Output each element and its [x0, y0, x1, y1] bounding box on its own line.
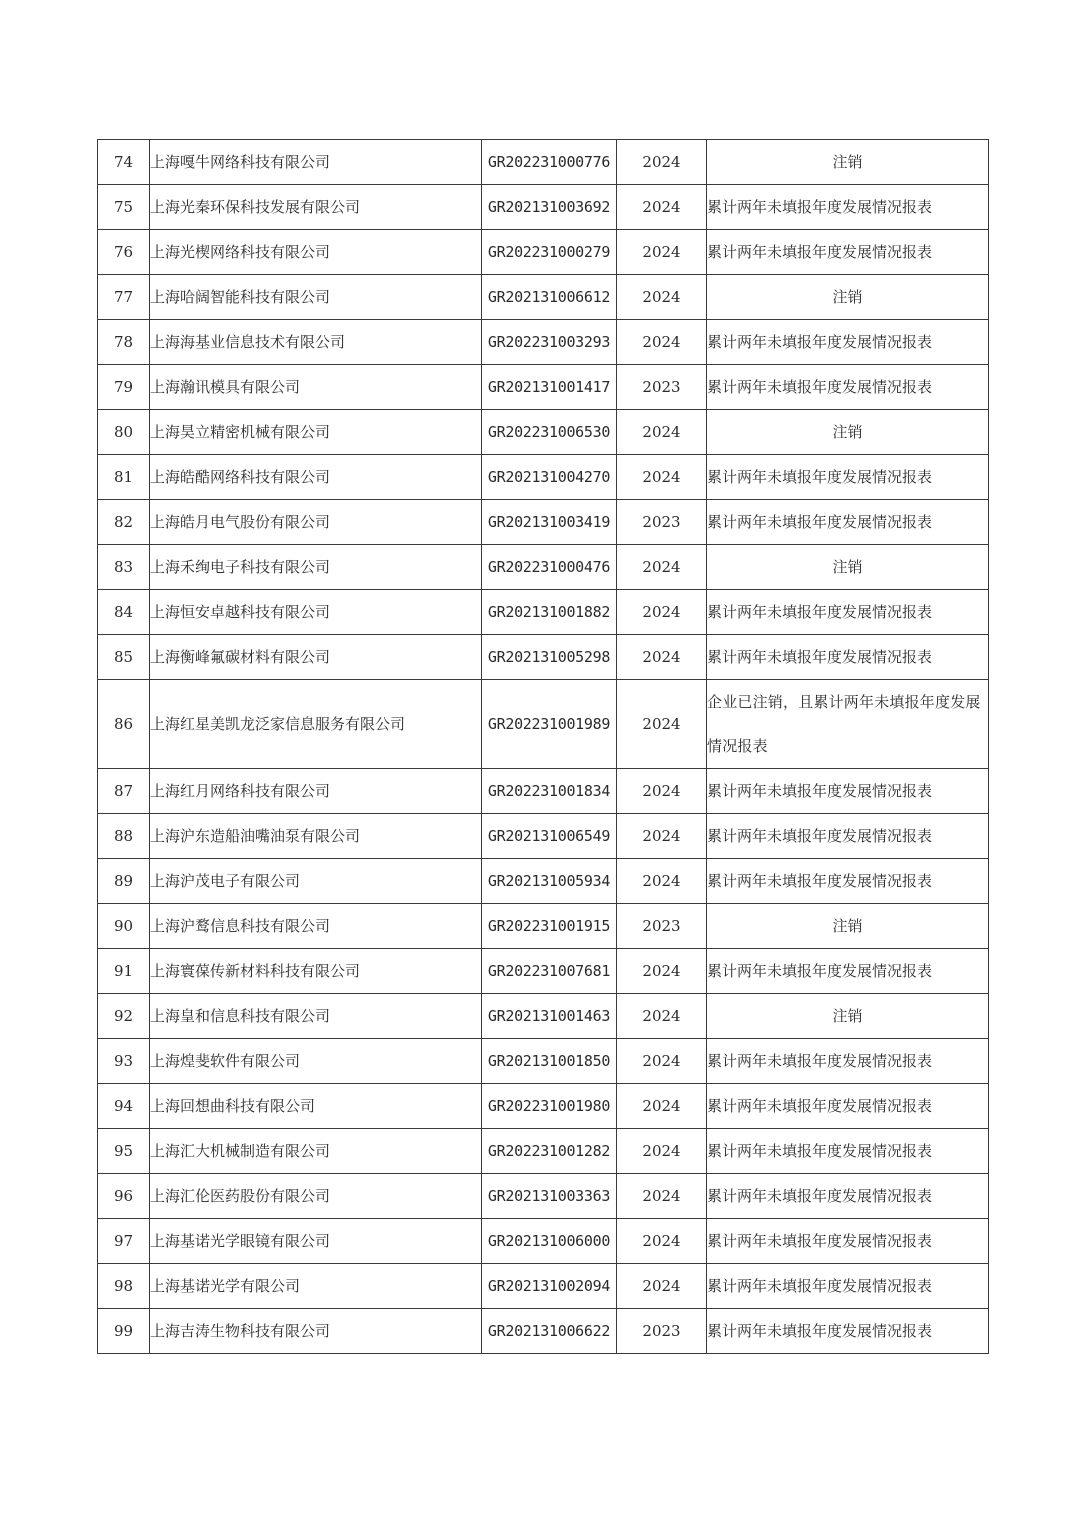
row-number-cell: 90	[98, 904, 150, 949]
certificate-number-cell: GR202231000476	[482, 545, 617, 590]
year-cell: 2024	[617, 994, 707, 1039]
certificate-number-cell: GR202231001915	[482, 904, 617, 949]
company-name-cell: 上海吉涛生物科技有限公司	[150, 1309, 482, 1354]
year-cell: 2024	[617, 1039, 707, 1084]
company-name-cell: 上海皇和信息科技有限公司	[150, 994, 482, 1039]
year-cell: 2023	[617, 500, 707, 545]
certificate-number-cell: GR202131006622	[482, 1309, 617, 1354]
year-cell: 2024	[617, 320, 707, 365]
table-row	[98, 455, 989, 500]
year-cell: 2024	[617, 275, 707, 320]
table-row	[98, 1174, 989, 1219]
table-row	[98, 635, 989, 680]
reason-cell: 累计两年未填报年度发展情况报表	[707, 185, 989, 230]
row-number-cell: 97	[98, 1219, 150, 1264]
certificate-number-cell: GR202131005298	[482, 635, 617, 680]
table-row	[98, 1264, 989, 1309]
year-cell: 2024	[617, 680, 707, 769]
year-cell: 2024	[617, 410, 707, 455]
company-name-cell: 上海皓酷网络科技有限公司	[150, 455, 482, 500]
table-row	[98, 410, 989, 455]
certificate-number-cell: GR202231006530	[482, 410, 617, 455]
year-cell: 2024	[617, 230, 707, 275]
row-number-cell: 77	[98, 275, 150, 320]
year-cell: 2024	[617, 1174, 707, 1219]
company-name-cell: 上海煌斐软件有限公司	[150, 1039, 482, 1084]
certificate-number-cell: GR202131003692	[482, 185, 617, 230]
company-name-cell: 上海沪东造船油嘴油泵有限公司	[150, 814, 482, 859]
company-name-cell: 上海光楔网络科技有限公司	[150, 230, 482, 275]
company-name-cell: 上海沪茂电子有限公司	[150, 859, 482, 904]
reason-cell: 累计两年未填报年度发展情况报表	[707, 455, 989, 500]
reason-cell: 累计两年未填报年度发展情况报表	[707, 1219, 989, 1264]
row-number-cell: 89	[98, 859, 150, 904]
table-row	[98, 1309, 989, 1354]
reason-cell: 注销	[707, 140, 989, 185]
company-name-cell: 上海海基业信息技术有限公司	[150, 320, 482, 365]
reason-cell: 累计两年未填报年度发展情况报表	[707, 1039, 989, 1084]
company-name-cell: 上海汇大机械制造有限公司	[150, 1129, 482, 1174]
certificate-number-cell: GR202131001882	[482, 590, 617, 635]
reason-cell: 累计两年未填报年度发展情况报表	[707, 590, 989, 635]
company-name-cell: 上海皓月电气股份有限公司	[150, 500, 482, 545]
certificate-number-cell: GR202231003293	[482, 320, 617, 365]
table-row	[98, 320, 989, 365]
company-name-cell: 上海红月网络科技有限公司	[150, 769, 482, 814]
row-number-cell: 94	[98, 1084, 150, 1129]
company-name-cell: 上海回想曲科技有限公司	[150, 1084, 482, 1129]
company-name-cell: 上海汇伦医药股份有限公司	[150, 1174, 482, 1219]
company-name-cell: 上海寰葆传新材料科技有限公司	[150, 949, 482, 994]
year-cell: 2024	[617, 859, 707, 904]
reason-cell: 累计两年未填报年度发展情况报表	[707, 635, 989, 680]
certificate-number-cell: GR202131001850	[482, 1039, 617, 1084]
reason-cell: 累计两年未填报年度发展情况报表	[707, 365, 989, 410]
row-number-cell: 93	[98, 1039, 150, 1084]
year-cell: 2024	[617, 590, 707, 635]
certificate-number-cell: GR202231000279	[482, 230, 617, 275]
company-name-cell: 上海嘎牛网络科技有限公司	[150, 140, 482, 185]
reason-cell: 企业已注销，且累计两年未填报年度发展情况报表	[707, 680, 989, 769]
certificate-number-cell: GR202131006612	[482, 275, 617, 320]
table-row	[98, 859, 989, 904]
row-number-cell: 75	[98, 185, 150, 230]
certificate-number-cell: GR202231000776	[482, 140, 617, 185]
table-row	[98, 1219, 989, 1264]
table-row	[98, 500, 989, 545]
row-number-cell: 95	[98, 1129, 150, 1174]
row-number-cell: 96	[98, 1174, 150, 1219]
row-number-cell: 92	[98, 994, 150, 1039]
table-row	[98, 949, 989, 994]
reason-cell: 累计两年未填报年度发展情况报表	[707, 1084, 989, 1129]
certificate-number-cell: GR202131002094	[482, 1264, 617, 1309]
certificate-number-cell: GR202131003419	[482, 500, 617, 545]
reason-cell: 注销	[707, 994, 989, 1039]
year-cell: 2024	[617, 185, 707, 230]
reason-cell: 注销	[707, 275, 989, 320]
certificate-number-cell: GR202231007681	[482, 949, 617, 994]
table-row	[98, 1129, 989, 1174]
reason-cell: 累计两年未填报年度发展情况报表	[707, 1309, 989, 1354]
certificate-number-cell: GR202231001980	[482, 1084, 617, 1129]
company-name-cell: 上海光秦环保科技发展有限公司	[150, 185, 482, 230]
table-row	[98, 230, 989, 275]
company-name-cell: 上海恒安卓越科技有限公司	[150, 590, 482, 635]
reason-cell: 累计两年未填报年度发展情况报表	[707, 1129, 989, 1174]
certificate-number-cell: GR202131006549	[482, 814, 617, 859]
reason-cell: 累计两年未填报年度发展情况报表	[707, 1264, 989, 1309]
row-number-cell: 86	[98, 680, 150, 769]
row-number-cell: 88	[98, 814, 150, 859]
table-row	[98, 814, 989, 859]
row-number-cell: 80	[98, 410, 150, 455]
table-row	[98, 904, 989, 949]
row-number-cell: 74	[98, 140, 150, 185]
reason-cell: 累计两年未填报年度发展情况报表	[707, 769, 989, 814]
table-row	[98, 769, 989, 814]
company-name-cell: 上海昊立精密机械有限公司	[150, 410, 482, 455]
row-number-cell: 85	[98, 635, 150, 680]
row-number-cell: 76	[98, 230, 150, 275]
row-number-cell: 81	[98, 455, 150, 500]
reason-cell: 注销	[707, 545, 989, 590]
reason-cell: 累计两年未填报年度发展情况报表	[707, 230, 989, 275]
certificate-number-cell: GR202131003363	[482, 1174, 617, 1219]
year-cell: 2024	[617, 1084, 707, 1129]
company-name-cell: 上海基诺光学眼镜有限公司	[150, 1219, 482, 1264]
year-cell: 2023	[617, 1309, 707, 1354]
table-row	[98, 994, 989, 1039]
row-number-cell: 87	[98, 769, 150, 814]
table-row	[98, 1039, 989, 1084]
reason-cell: 累计两年未填报年度发展情况报表	[707, 500, 989, 545]
year-cell: 2024	[617, 545, 707, 590]
table-row	[98, 545, 989, 590]
certificate-number-cell: GR202131001463	[482, 994, 617, 1039]
reason-cell: 累计两年未填报年度发展情况报表	[707, 814, 989, 859]
year-cell: 2024	[617, 1264, 707, 1309]
year-cell: 2023	[617, 365, 707, 410]
company-name-cell: 上海哈阔智能科技有限公司	[150, 275, 482, 320]
table-row	[98, 680, 989, 769]
year-cell: 2024	[617, 1219, 707, 1264]
year-cell: 2024	[617, 1129, 707, 1174]
company-name-cell: 上海基诺光学有限公司	[150, 1264, 482, 1309]
row-number-cell: 78	[98, 320, 150, 365]
reason-cell: 累计两年未填报年度发展情况报表	[707, 949, 989, 994]
certificate-number-cell: GR202231001834	[482, 769, 617, 814]
certificate-number-cell: GR202131004270	[482, 455, 617, 500]
year-cell: 2023	[617, 904, 707, 949]
table-row	[98, 140, 989, 185]
certificate-number-cell: GR202131005934	[482, 859, 617, 904]
row-number-cell: 91	[98, 949, 150, 994]
table-row	[98, 185, 989, 230]
table-row	[98, 365, 989, 410]
reason-cell: 注销	[707, 904, 989, 949]
year-cell: 2024	[617, 769, 707, 814]
certificate-number-cell: GR202231001282	[482, 1129, 617, 1174]
row-number-cell: 79	[98, 365, 150, 410]
revocation-list-table	[97, 139, 989, 1354]
reason-cell: 累计两年未填报年度发展情况报表	[707, 859, 989, 904]
row-number-cell: 82	[98, 500, 150, 545]
company-name-cell: 上海红星美凯龙泛家信息服务有限公司	[150, 680, 482, 769]
row-number-cell: 83	[98, 545, 150, 590]
certificate-number-cell: GR202231001989	[482, 680, 617, 769]
year-cell: 2024	[617, 949, 707, 994]
company-name-cell: 上海瀚讯模具有限公司	[150, 365, 482, 410]
row-number-cell: 84	[98, 590, 150, 635]
company-name-cell: 上海沪鹜信息科技有限公司	[150, 904, 482, 949]
certificate-number-cell: GR202131006000	[482, 1219, 617, 1264]
company-name-cell: 上海衡峰氟碳材料有限公司	[150, 635, 482, 680]
certificate-number-cell: GR202131001417	[482, 365, 617, 410]
year-cell: 2024	[617, 814, 707, 859]
reason-cell: 累计两年未填报年度发展情况报表	[707, 1174, 989, 1219]
year-cell: 2024	[617, 455, 707, 500]
table-row	[98, 275, 989, 320]
table-row	[98, 1084, 989, 1129]
row-number-cell: 99	[98, 1309, 150, 1354]
company-name-cell: 上海禾绚电子科技有限公司	[150, 545, 482, 590]
year-cell: 2024	[617, 140, 707, 185]
reason-cell: 累计两年未填报年度发展情况报表	[707, 320, 989, 365]
reason-cell: 注销	[707, 410, 989, 455]
row-number-cell: 98	[98, 1264, 150, 1309]
year-cell: 2024	[617, 635, 707, 680]
table-body	[98, 140, 989, 1354]
table-row	[98, 590, 989, 635]
